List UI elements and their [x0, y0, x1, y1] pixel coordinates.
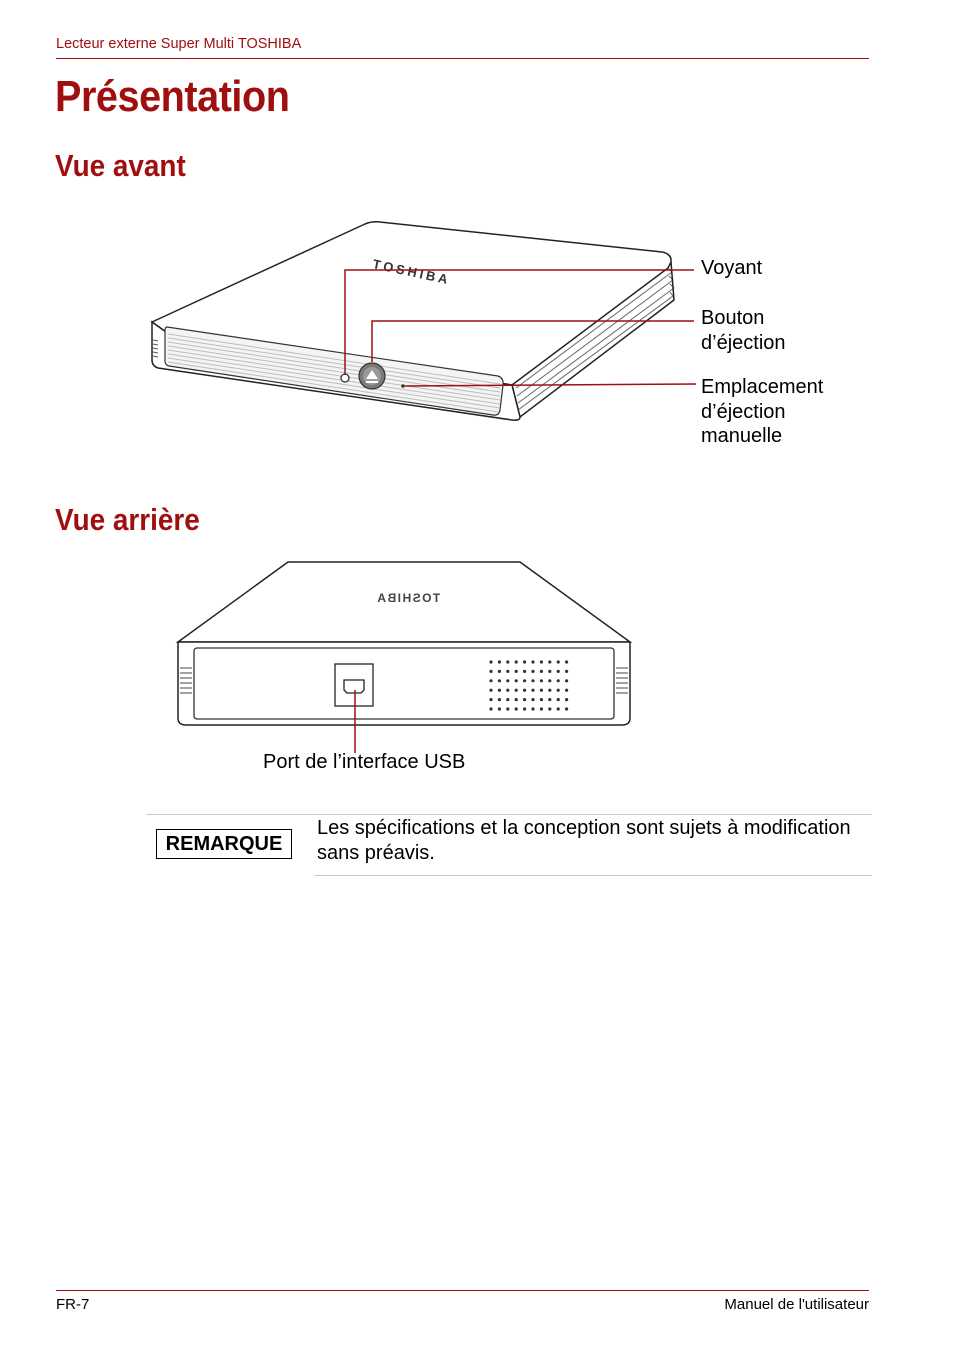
vent-dot — [506, 698, 509, 701]
vent-dot — [489, 707, 492, 710]
vent-dot — [498, 660, 501, 663]
running-header: Lecteur externe Super Multi TOSHIBA — [56, 36, 302, 52]
vent-dot — [540, 679, 543, 682]
vent-dot — [548, 707, 551, 710]
vent-dot — [557, 707, 560, 710]
vent-dot — [515, 670, 518, 673]
eject-button-label-line1: Bouton — [701, 307, 765, 329]
vent-dot — [531, 707, 534, 710]
front-view-heading: Vue avant — [55, 148, 186, 183]
usb-port-graphic — [335, 664, 373, 706]
vent-dot — [531, 689, 534, 692]
vent-dot — [557, 670, 560, 673]
vent-dot — [557, 689, 560, 692]
vent-dot — [489, 679, 492, 682]
vent-dot — [523, 698, 526, 701]
manual-eject-label-line2: d’éjection — [701, 401, 786, 423]
vent-dot — [515, 660, 518, 663]
rear-view-heading: Vue arrière — [55, 502, 200, 537]
vent-dot — [557, 698, 560, 701]
vent-dot — [515, 689, 518, 692]
vent-dot — [565, 698, 568, 701]
indicator-label: Voyant — [701, 257, 763, 279]
usb-port-label: Port de l’interface USB — [263, 751, 466, 773]
vent-dot — [531, 679, 534, 682]
vent-dot — [523, 660, 526, 663]
vent-dot — [548, 679, 551, 682]
vent-dot — [523, 679, 526, 682]
vent-dot — [565, 679, 568, 682]
vent-dot — [540, 670, 543, 673]
vent-dot — [498, 670, 501, 673]
front-brand-logo: TOSHIBA — [371, 256, 453, 288]
vent-dot — [531, 660, 534, 663]
vent-dot — [498, 679, 501, 682]
vent-dot — [540, 660, 543, 663]
vent-dot — [498, 707, 501, 710]
vent-dot — [506, 679, 509, 682]
vent-dot — [506, 670, 509, 673]
vent-dot — [540, 689, 543, 692]
vent-dot — [548, 689, 551, 692]
vent-dot — [565, 689, 568, 692]
vent-dot — [523, 689, 526, 692]
vent-dot — [515, 698, 518, 701]
vent-dot — [548, 670, 551, 673]
manual-eject-label-line1: Emplacement — [701, 376, 824, 398]
vent-dot — [548, 698, 551, 701]
vent-dot — [489, 698, 492, 701]
footer-manual-title: Manuel de l'utilisateur — [724, 1296, 869, 1313]
eject-button-label-line2: d’éjection — [701, 332, 786, 354]
vent-dot — [540, 698, 543, 701]
page-title: Présentation — [55, 72, 290, 121]
footer-rule — [56, 1290, 869, 1291]
note-text: Les spécifications et la conception sont sujets à modification sans préavis. — [317, 817, 851, 864]
vent-dot — [557, 679, 560, 682]
vent-dot — [489, 660, 492, 663]
vent-dot — [498, 698, 501, 701]
vent-dot — [506, 660, 509, 663]
vent-dot — [557, 660, 560, 663]
vent-dot — [548, 660, 551, 663]
vent-dot — [531, 670, 534, 673]
vent-dot — [565, 707, 568, 710]
manual-eject-label-line3: manuelle — [701, 425, 783, 447]
vent-dot — [515, 679, 518, 682]
vent-dot — [540, 707, 543, 710]
vent-dot — [565, 670, 568, 673]
vent-dot — [489, 670, 492, 673]
vent-dot — [531, 698, 534, 701]
vent-dot — [515, 707, 518, 710]
note-bottom-rule — [314, 875, 872, 876]
vent-dot — [523, 707, 526, 710]
vent-dot — [506, 689, 509, 692]
vent-dot — [506, 707, 509, 710]
page-number: FR-7 — [56, 1296, 90, 1313]
vent-dot — [565, 660, 568, 663]
note-badge: REMARQUE — [156, 829, 292, 859]
vent-dot — [498, 689, 501, 692]
rear-brand-logo: TOSHIBA — [375, 591, 441, 605]
note-top-rule — [146, 814, 872, 815]
vent-dot — [489, 689, 492, 692]
vent-dot — [523, 670, 526, 673]
